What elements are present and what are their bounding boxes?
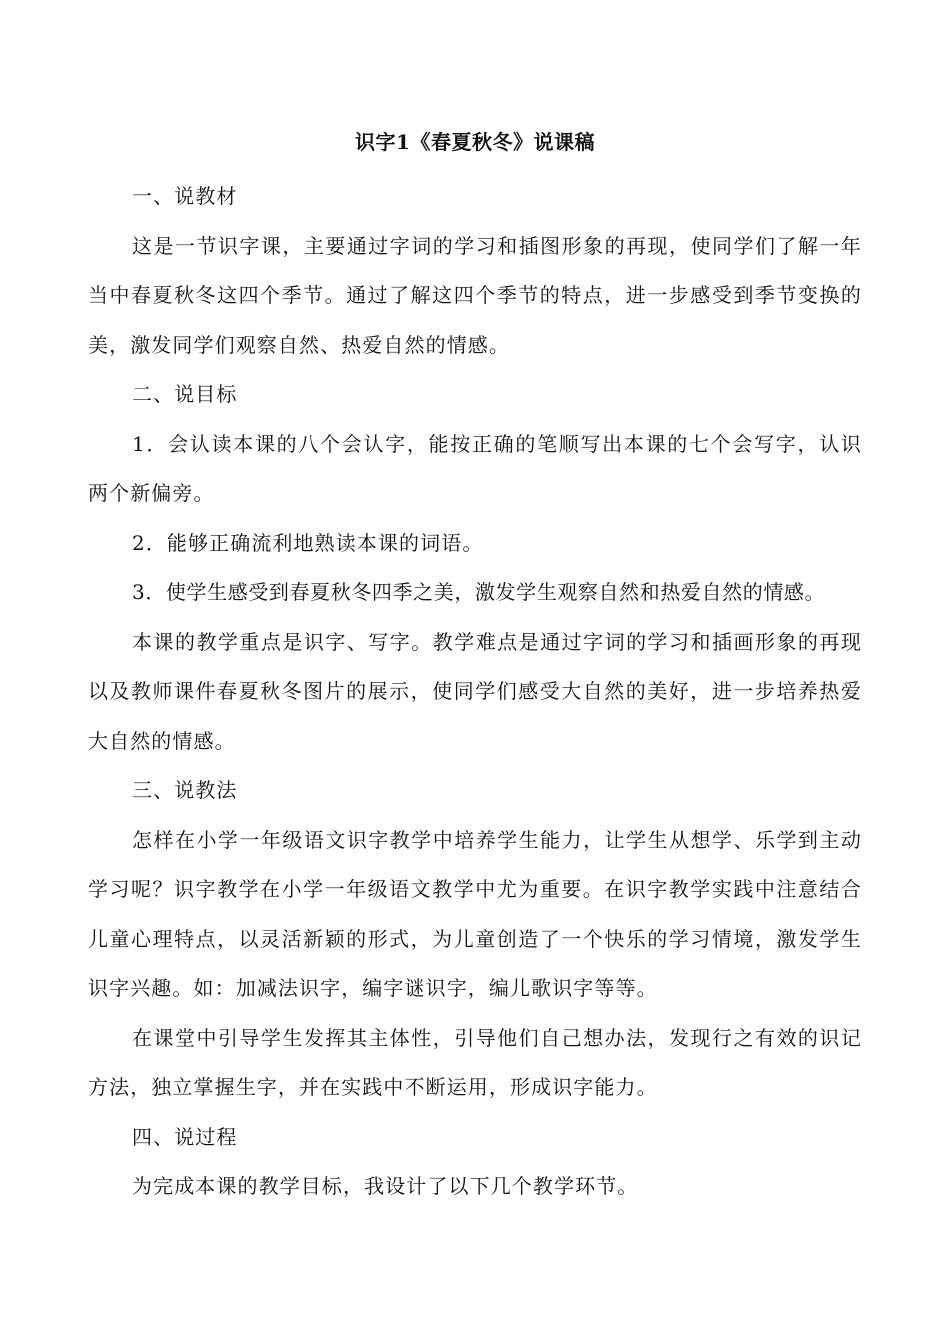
section-methods [88,766,862,1113]
document-title: 识字1《春夏秋冬》说课稿 [355,130,595,154]
section-heading: 一、说教材 [132,184,238,208]
section-heading: 二、说目标 [132,382,238,406]
section-process [88,1113,862,1212]
paragraph: 本课的教学重点是识字、写字。教学难点是通过字词的学习和插画形象的再现以及教师课件春夏秋冬图片的展示，使同学们感受大自然的美好，进一步培养热爱大自然的情感。 [88,629,862,753]
section-textbook [88,172,862,370]
section-heading: 四、说过程 [132,1124,238,1149]
paragraph: 1．会认读本课的八个会认字，能按正确的笔顺写出本课的七个会写字，认识两个新偏旁。 [88,431,862,505]
paragraph: 这是一节识字课，主要通过字词的学习和插图形象的再现，使同学们了解一年当中春夏秋冬这四个季节。通过了解这四个季节的特点，进一步感受到季节变换的美，激发同学们观察自然、热爱自然的情感。 [88,233,862,357]
paragraph: 为完成本课的教学目标，我设计了以下几个教学环节。 [132,1174,639,1198]
paragraph: 2．能够正确流利地熟读本课的词语。 [132,530,484,555]
document-page [88,122,862,1212]
paragraph: 3．使学生感受到春夏秋冬四季之美，激发学生观察自然和热爱自然的情感。 [132,580,826,604]
section-heading: 三、说教法 [132,778,238,802]
paragraph: 怎样在小学一年级语文识字教学中培养学生能力，让学生从想学、乐学到主动学习呢？识字教学在小学一年级语文教学中尤为重要。在识字教学实践中注意结合儿童心理特点，以灵活新颖的形式，为儿童创造了一个快乐的学习情境，激发学生识字兴趣。如：加减法识字，编字谜识字，编儿歌识字等等。 [88,827,862,1000]
section-objectives [88,370,862,766]
paragraph: 在课堂中引导学生发挥其主体性，引导他们自己想办法，发现行之有效的识记方法，独立掌握生字，并在实践中不断运用，形成识字能力。 [88,1025,862,1099]
